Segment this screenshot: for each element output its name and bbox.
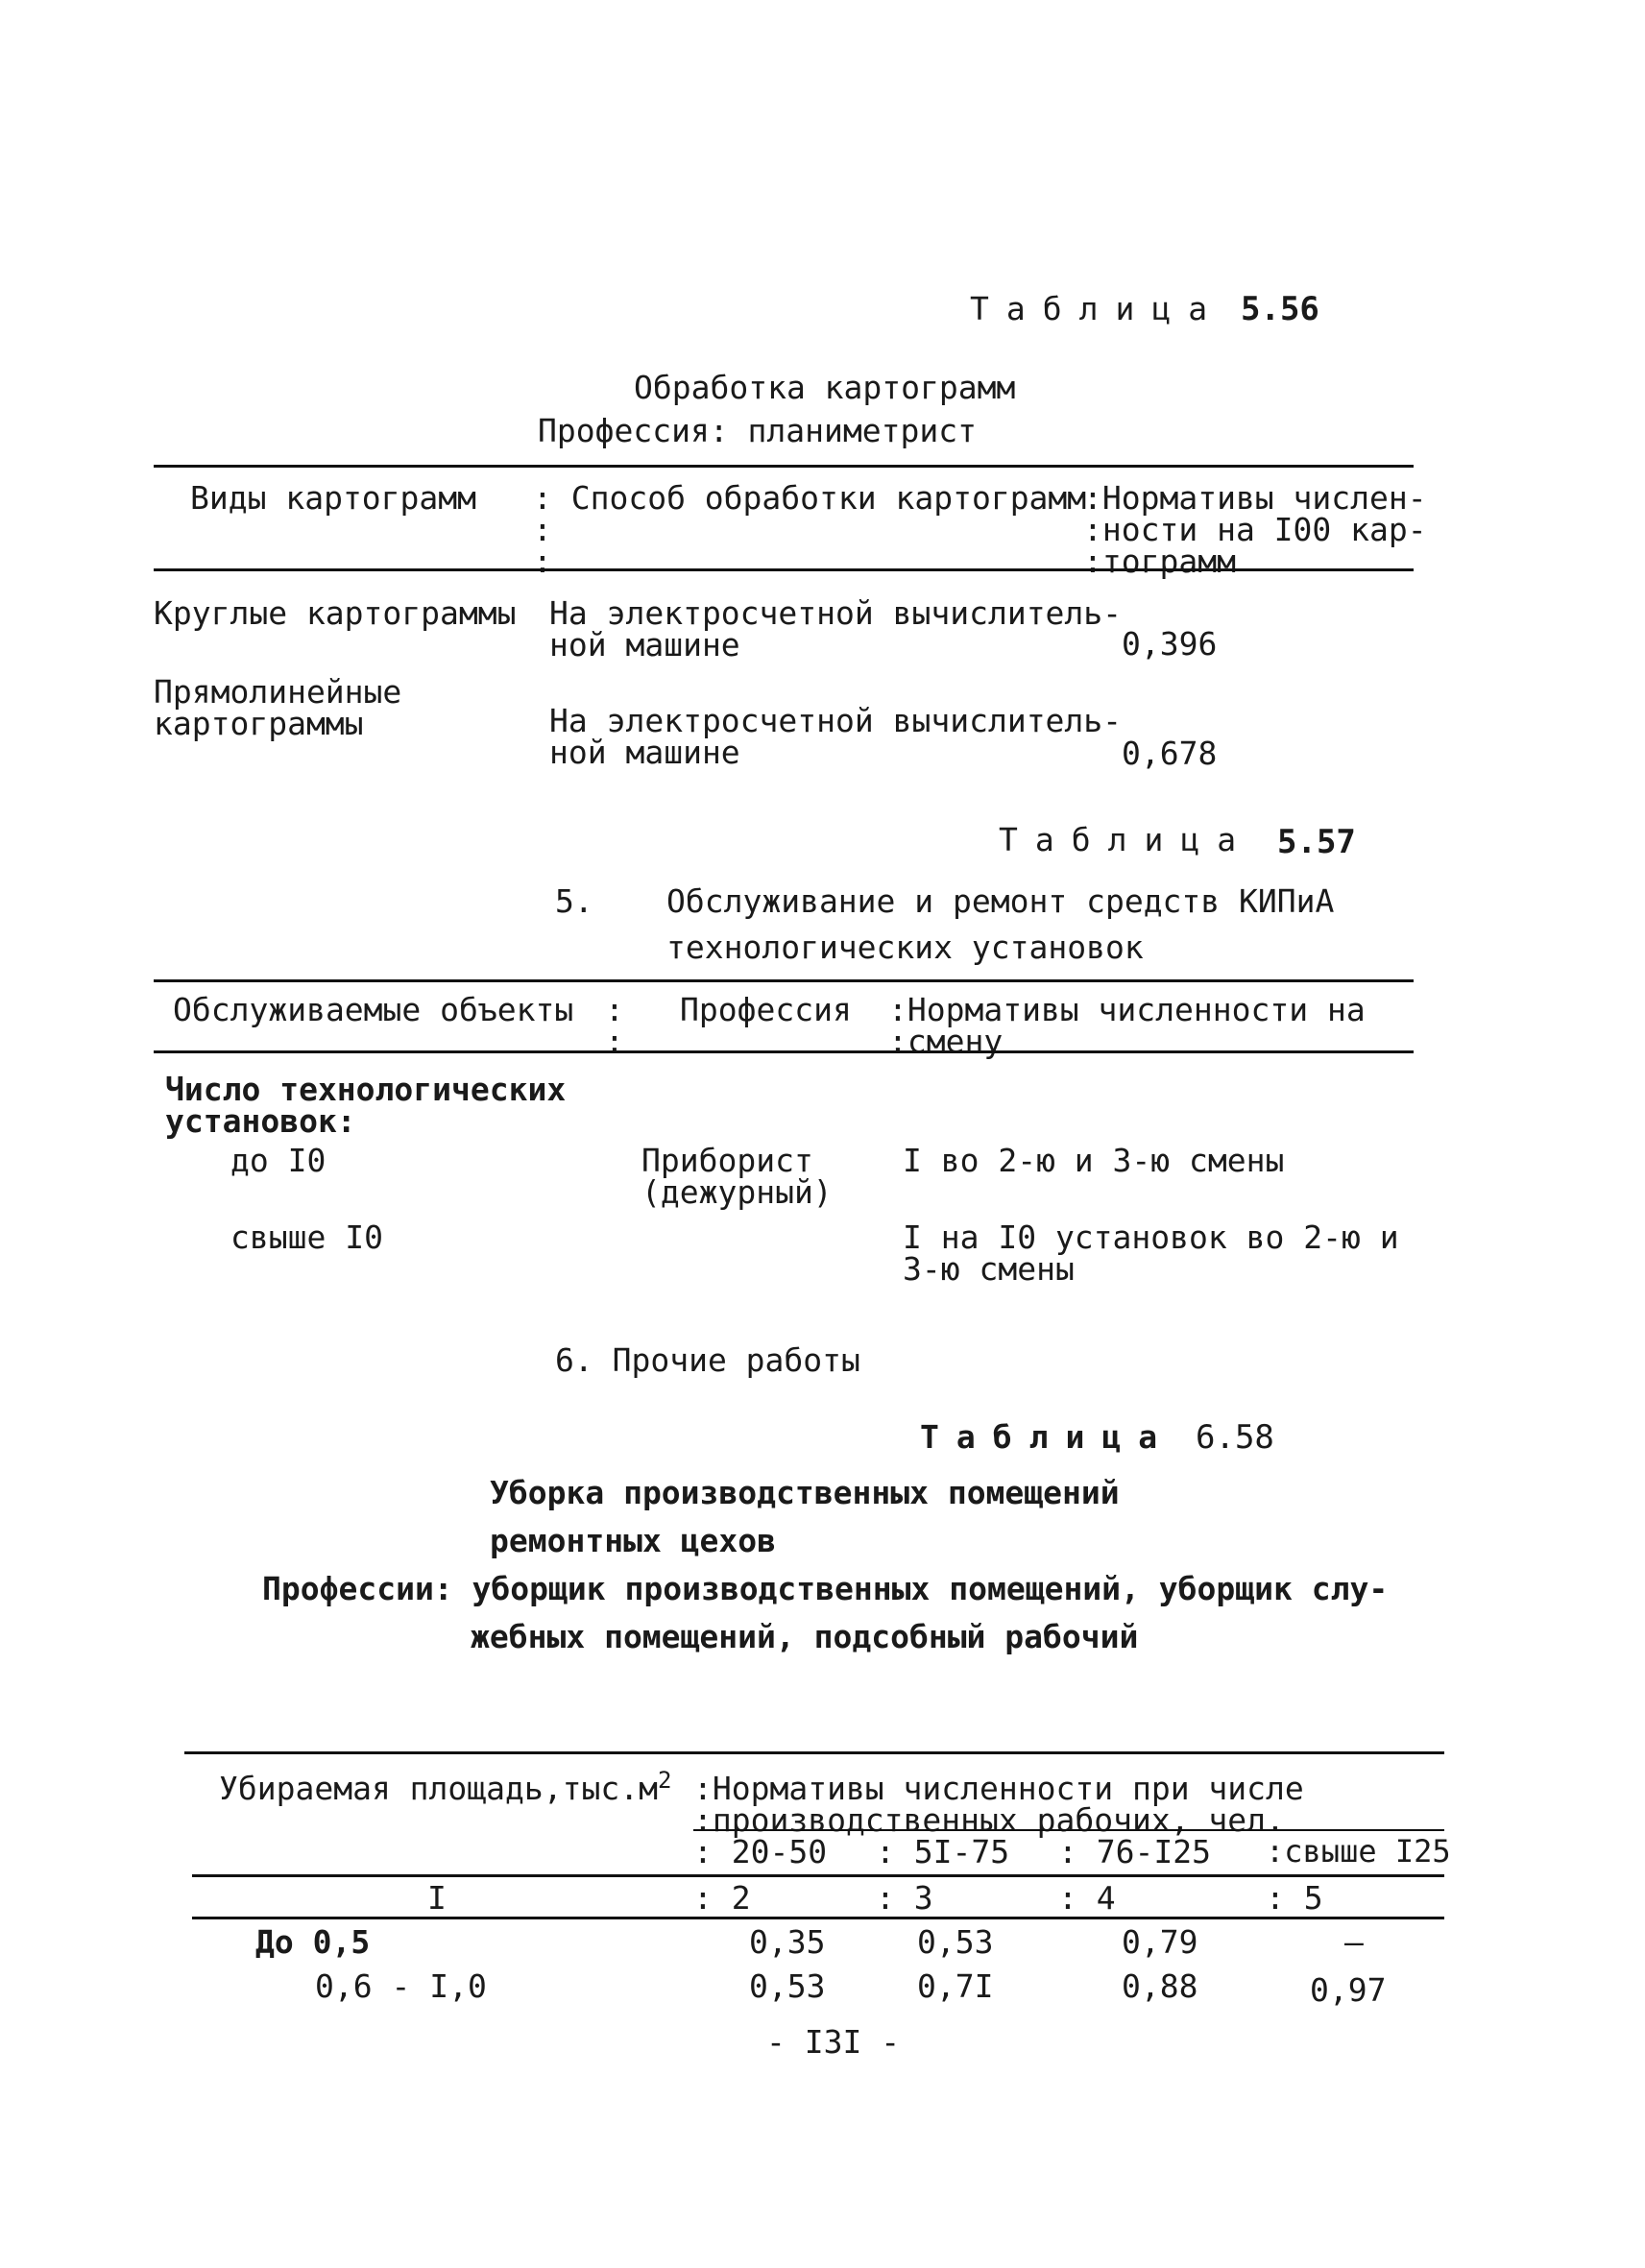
norm-value: 0,79 <box>1122 1923 1198 1961</box>
method-line: На электросчетной вычислитель- <box>549 594 1123 632</box>
column-separator <box>605 991 624 1060</box>
card-type: Прямолинейные <box>154 673 402 711</box>
range-header: : 5I-75 <box>876 1833 1010 1870</box>
colon: : <box>605 1023 624 1060</box>
method-line: ной машине <box>549 626 740 664</box>
norm-line: 3-ю смены <box>903 1250 1075 1288</box>
column-header-types: Виды картограмм <box>190 479 477 517</box>
norm-value: 0,53 <box>749 1967 826 2005</box>
table-caption-number: 5.56 <box>1241 290 1319 328</box>
column-header-norms <box>1083 479 1427 580</box>
header-bottom-rule <box>192 1917 1444 1919</box>
area-value: До 0,5 <box>255 1923 371 1961</box>
group-label-line: установок: <box>165 1102 356 1140</box>
profession <box>641 1142 833 1211</box>
card-type: картограммы <box>154 705 364 742</box>
header-colon: : <box>533 511 552 548</box>
norm-value: – <box>1344 1923 1364 1961</box>
profession-line: (дежурный) <box>641 1173 833 1211</box>
table-top-rule <box>184 1751 1444 1754</box>
group-label <box>165 1071 567 1140</box>
served-object: до I0 <box>230 1142 327 1179</box>
header-line: :тограмм <box>1083 543 1236 580</box>
column-number: : 3 <box>876 1879 933 1917</box>
table-title: ремонтных цехов <box>490 1522 777 1559</box>
method-line: ной машине <box>549 734 740 771</box>
column-number: : 2 <box>693 1879 751 1917</box>
served-object: свыше I0 <box>230 1218 383 1256</box>
header-line: :Нормативы численности при числе <box>693 1770 1304 1807</box>
range-header: : 20-50 <box>693 1833 828 1870</box>
column-header-norms <box>693 1770 1304 1839</box>
header-line: :Нормативы численности на <box>888 991 1366 1028</box>
header-line: :смену <box>888 1023 1004 1060</box>
table-row <box>154 673 402 742</box>
norm-line: I на I0 установок во 2-ю и <box>903 1218 1399 1256</box>
table-top-rule <box>154 979 1414 982</box>
area-value: 0,6 - I,0 <box>315 1967 487 2005</box>
norm-value: 0,88 <box>1122 1967 1198 2005</box>
column-number: : 5 <box>1266 1879 1323 1917</box>
table-row <box>154 594 517 632</box>
range-header: :свыше I25 <box>1266 1833 1451 1870</box>
column-number: I <box>427 1879 447 1917</box>
norm-value: 0,7I <box>917 1967 994 2005</box>
superscript: 2 <box>657 1767 672 1794</box>
header-line: :Нормативы числен- <box>1083 479 1427 517</box>
table-title: Обработка картограмм <box>634 369 1016 406</box>
group-label-line: Число технологических <box>165 1071 567 1108</box>
header-line: :ности на I00 кар- <box>1083 511 1427 548</box>
header-bottom-rule <box>154 568 1414 571</box>
page-number: - I3I - <box>766 2023 901 2061</box>
table-caption-word: Таблица <box>970 290 1225 327</box>
header-line: :производственных рабочих, чел. <box>693 1801 1285 1839</box>
column-header-method <box>533 479 1087 580</box>
header-text: : Способ обработки картограмм <box>533 479 1087 517</box>
table-caption-word: Таблица <box>999 821 1254 858</box>
table-title: Уборка производственных помещений <box>490 1474 1120 1511</box>
header-text: Убираемая площадь,тыс.м <box>219 1770 658 1807</box>
norm-value <box>903 1218 1399 1288</box>
section-title: технологических установок <box>666 929 1144 966</box>
method-line: На электросчетной вычислитель- <box>549 702 1123 739</box>
header-bottom-rule <box>154 1050 1414 1053</box>
card-type: Круглые картограммы <box>154 594 517 632</box>
norm-value: 0,35 <box>749 1923 826 1961</box>
profession-line: Приборист <box>641 1142 813 1179</box>
norm-value: I во 2-ю и 3-ю смены <box>903 1142 1285 1179</box>
table-professions: Профессии: уборщик производственных помещений, уборщик слу- <box>262 1570 1389 1607</box>
table-caption-number: 6.58 <box>1196 1418 1274 1457</box>
section-number: 5. <box>555 882 593 920</box>
header-rule <box>192 1874 1444 1877</box>
section-title: 6. Прочие работы <box>555 1341 860 1379</box>
header-colon: : <box>533 543 552 580</box>
header-sub-rule <box>693 1829 1444 1831</box>
column-header-area <box>219 1767 672 1807</box>
norm-value: 0,97 <box>1310 1971 1387 2009</box>
column-number: : 4 <box>1058 1879 1116 1917</box>
table-top-rule <box>154 465 1414 468</box>
range-header: : 76-I25 <box>1058 1833 1211 1870</box>
processing-method <box>549 702 1123 771</box>
table-caption-number: 5.57 <box>1277 823 1356 861</box>
norm-value: 0,53 <box>917 1923 994 1961</box>
column-header-objects: Обслуживаемые объекты <box>173 991 574 1028</box>
column-header-profession: Профессия <box>680 991 852 1028</box>
table-profession: Профессия: планиметрист <box>538 412 977 449</box>
norm-value: 0,678 <box>1122 735 1218 772</box>
norm-value: 0,396 <box>1122 625 1218 663</box>
processing-method <box>549 594 1123 664</box>
colon: : <box>605 991 624 1028</box>
section-title: Обслуживание и ремонт средств КИПиА <box>666 882 1335 920</box>
column-header-norms <box>888 991 1366 1060</box>
table-caption-word: Таблица <box>920 1418 1175 1456</box>
table-professions: жебных помещений, подсобный рабочий <box>471 1618 1139 1655</box>
